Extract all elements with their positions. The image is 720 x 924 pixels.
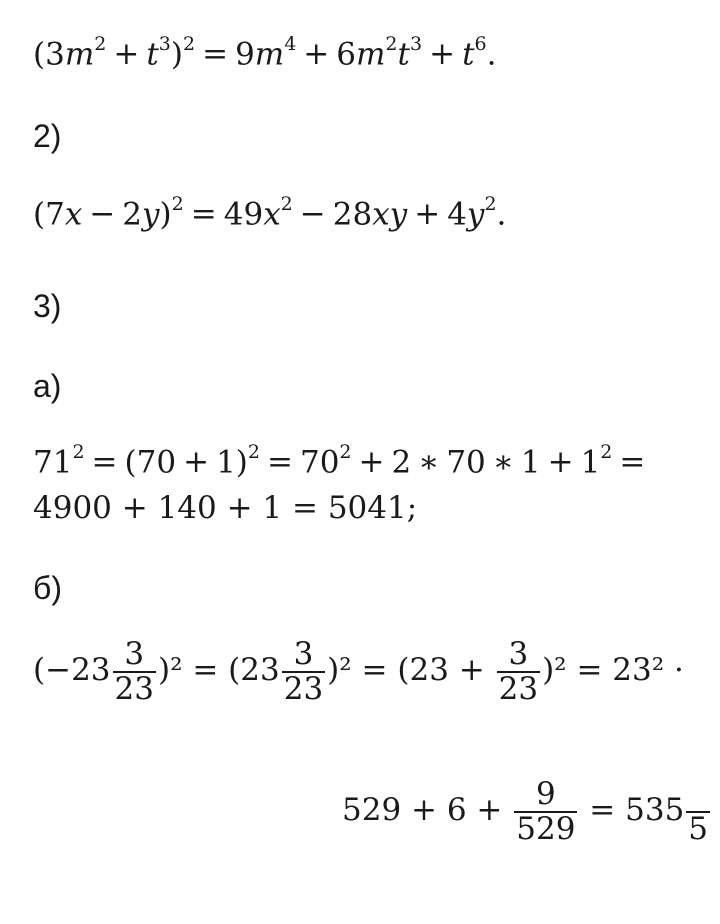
equation-2: $(7x - 2y)^2 = 49x^2 - 28xy + 4y^2$.	[33, 193, 507, 233]
fraction: $\frac{9}{529}$	[516, 776, 576, 847]
equation-b-line-2: 529 + 6 + $\frac{9}{529}$ = 535 5	[342, 776, 709, 847]
equation-1: $(3m^2 + t^3)^2 = 9m^4 + 6m^2t^3 + t^6$.	[33, 33, 497, 73]
sub-label-b: б)	[33, 570, 62, 606]
equation-b: (−23 $\frac{3}{23}$ )² = (23 $\frac{3}{23}$ )² = (23 + $\frac{3}{23}$ )² = 23² ·	[33, 636, 684, 707]
sub-label-a: а)	[33, 368, 62, 404]
fraction-partial: 5	[686, 778, 710, 845]
item-label-2: 2)	[33, 118, 62, 154]
equation-a-line-1: $71^2 = (70 + 1)^2 = 70^2 + 2$ ∗ 70 ∗ $1 + 1^2$ =	[33, 441, 646, 481]
item-label-3: 3)	[33, 288, 62, 324]
equation-b-clip	[0, 628, 688, 738]
equation-b2-clip	[300, 770, 709, 870]
fraction: $\frac{3}{23}$	[114, 636, 154, 707]
fraction: $\frac{3}{23}$	[498, 636, 539, 707]
fraction: $\frac{3}{23}$	[283, 636, 324, 707]
equation-a-line-2: 4900 + 140 + 1 = 5041;	[33, 490, 418, 526]
